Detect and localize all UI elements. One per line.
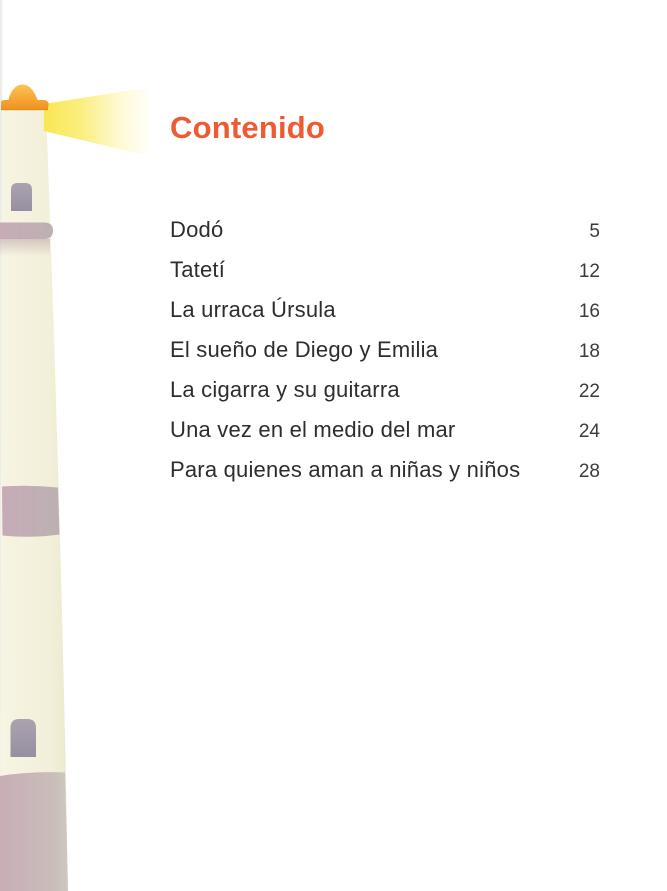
light-beam <box>44 89 148 154</box>
toc-entry-title: Dodó <box>170 217 224 242</box>
toc-entry-title: El sueño de Diego y Emilia <box>170 337 439 362</box>
toc-row <box>170 370 600 410</box>
toc-entry-page-number: 5 <box>589 221 600 242</box>
toc-row <box>170 330 600 370</box>
toc-entry-page-number: 18 <box>578 341 600 362</box>
toc-row <box>170 410 600 450</box>
lighthouse-base <box>0 772 68 891</box>
toc-row <box>170 290 600 330</box>
toc-row <box>170 450 600 490</box>
page-title: Contenido <box>170 110 326 145</box>
toc-entry-page-number: 16 <box>578 301 600 322</box>
lighthouse-window-lower <box>11 719 37 757</box>
balcony-shadow <box>0 239 50 256</box>
lighthouse-window-upper <box>11 183 32 211</box>
lighthouse-balcony-band <box>0 223 53 240</box>
lighthouse-dome <box>1 85 49 110</box>
toc-entry-title: Tatetí <box>170 257 226 282</box>
toc-entry-page-number: 24 <box>578 421 600 442</box>
toc-entry-title: Una vez en el medio del mar <box>170 417 456 442</box>
toc-list <box>170 210 600 490</box>
toc-entry-title: Para quienes aman a niñas y niños <box>170 457 521 482</box>
toc-row <box>170 250 600 290</box>
toc-entry-title: La cigarra y su guitarra <box>170 377 400 402</box>
toc-row <box>170 210 600 250</box>
toc-entry-page-number: 28 <box>578 461 600 482</box>
toc-entry-page-number: 12 <box>578 261 600 282</box>
toc-entry-title: La urraca Úrsula <box>170 297 336 322</box>
lighthouse-middle-band <box>2 486 60 537</box>
toc-entry-page-number: 22 <box>578 381 600 402</box>
